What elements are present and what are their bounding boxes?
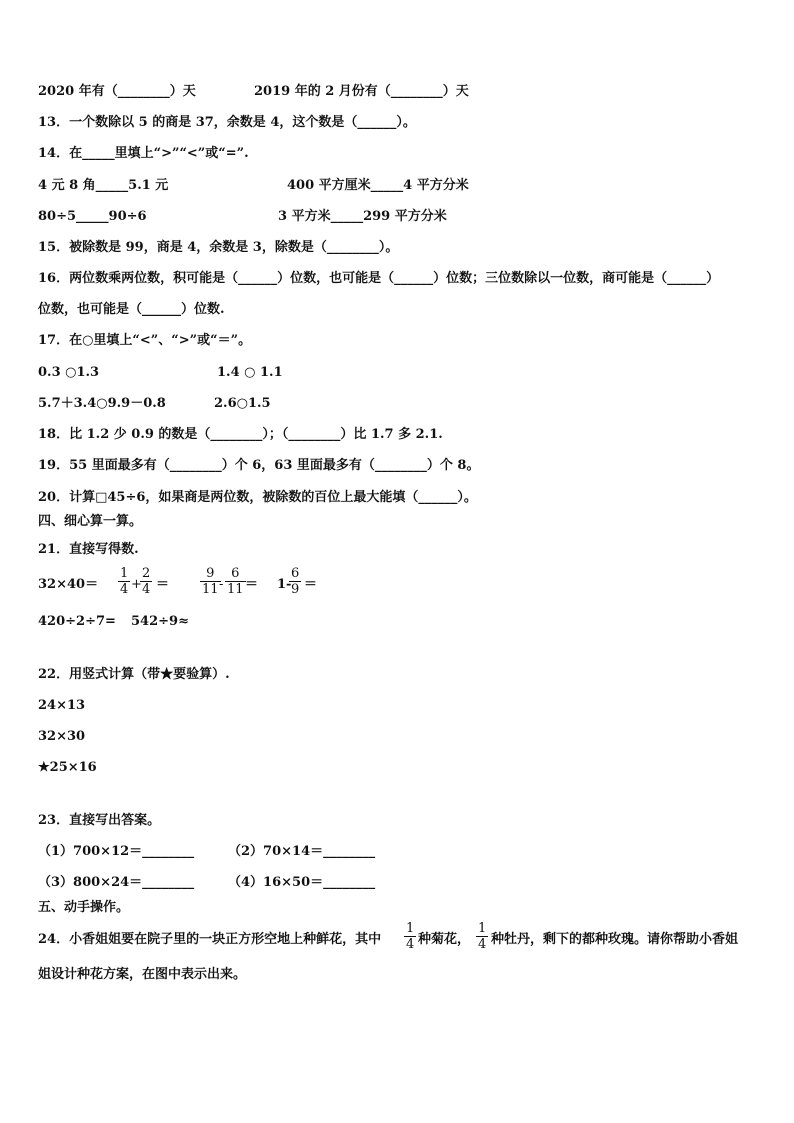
numerator: 2 [142,566,151,581]
question-23: 23．直接写出答案。 [38,813,161,828]
question-19: 19．55 里面最多有（________）个 6，63 里面最多有（________）个 8。 [38,458,480,473]
question-23-item-2: （2）70×14＝________ [228,844,376,859]
question-17: 17．在○里填上“<”、“>”或“＝”。 [38,333,252,348]
section-5-heading: 五、动手操作。 [38,900,130,915]
question-14-item-a: 4 元 8 角_____5.1 元 [38,178,169,193]
question-17-item-b: 1.4 ○ 1.1 [217,365,283,380]
question-22: 22．用竖式计算（带★要验算）. [38,667,230,682]
question-24-line-2: 姐设计种花方案，在图中表示出来。 [38,967,247,982]
question-16-line-2: 位数，也可能是（______）位数. [38,302,225,317]
numerator: 1 [406,921,415,936]
q21-item-6: 542÷9≈ [131,614,189,629]
days-2020-question: 2020 年有（________）天 [38,84,196,99]
equals-sign: ＝ [304,577,318,592]
days-feb-2019-question: 2019 年的 2 月份有（________）天 [254,84,469,99]
question-17-item-c: 5.7＋3.4○9.9－0.8 [38,396,166,411]
numerator: 1 [478,921,487,936]
fraction-6-11 [225,566,246,597]
fraction-1-4-peony [476,921,488,952]
question-16-line-1: 16．两位数乘两位数，积可能是（______）位数，也可能是（______）位数；三位数除以一位数，商可能是（______） [38,271,720,286]
question-17-item-d: 2.6○1.5 [214,396,271,411]
denominator: 9 [291,582,300,597]
fraction-6-9 [289,566,301,597]
q21-item-1: 32×40＝ [38,577,99,592]
question-14: 14．在_____里填上“>”“<”或“=”. [38,146,249,161]
numerator: 1 [120,566,129,581]
question-21: 21．直接写得数. [38,542,139,557]
question-13: 13．一个数除以 5 的商是 37，余数是 4，这个数是（______）。 [38,115,416,130]
denominator: 4 [142,582,151,597]
question-23-item-3: （3）800×24＝________ [38,875,195,890]
minus-sign: - [219,577,224,592]
denominator: 4 [406,937,415,952]
q21-item-5: 420÷2÷7= [38,614,116,629]
numerator: 6 [291,566,300,581]
section-4-heading: 四、细心算一算。 [38,514,143,529]
question-14-item-b: 400 平方厘米_____4 平方分米 [287,178,469,193]
fraction-1-4-chrysanthemum [404,921,416,952]
one-minus: 1- [277,577,292,592]
question-24-line-1-end: 种牡丹，剩下的都种玫瑰。请你帮助小香姐 [491,932,739,947]
question-23-item-1: （1）700×12＝________ [38,844,195,859]
equals-sign: ＝ [245,577,259,592]
fraction-9-11 [200,566,224,597]
fraction-2-4 [140,566,152,597]
fraction-1-4 [118,566,130,597]
denominator: 4 [478,937,487,952]
question-24-line-1-mid: 种菊花， [418,932,471,947]
denominator: 4 [120,582,129,597]
numerator: 9 [206,566,215,581]
question-22-item-b: 32×30 [38,729,86,744]
question-20: 20．计算□45÷6，如果商是两位数，被除数的百位上最大能填（______）。 [38,490,477,505]
question-23-item-4: （4）16×50＝________ [228,875,376,890]
question-17-item-a: 0.3 ○1.3 [38,365,100,380]
denominator: 11 [227,582,244,597]
question-14-item-d: 3 平方米_____299 平方分米 [278,209,447,224]
question-15: 15．被除数是 99，商是 4，余数是 3，除数是（________）。 [38,240,399,255]
question-22-item-c: ★25×16 [38,760,97,775]
question-24-line-1-start: 24．小香姐姐要在院子里的一块正方形空地上种鲜花，其中 [38,932,382,947]
denominator: 11 [202,582,219,597]
question-14-item-c: 80÷5_____90÷6 [38,209,147,224]
question-22-item-a: 24×13 [38,698,86,713]
plus-sign: + [131,577,142,592]
numerator: 6 [231,566,240,581]
equals-sign: ＝ [156,577,170,592]
question-18: 18．比 1.2 少 0.9 的数是（________）；（________）比 1.7 多 2.1. [38,427,443,442]
